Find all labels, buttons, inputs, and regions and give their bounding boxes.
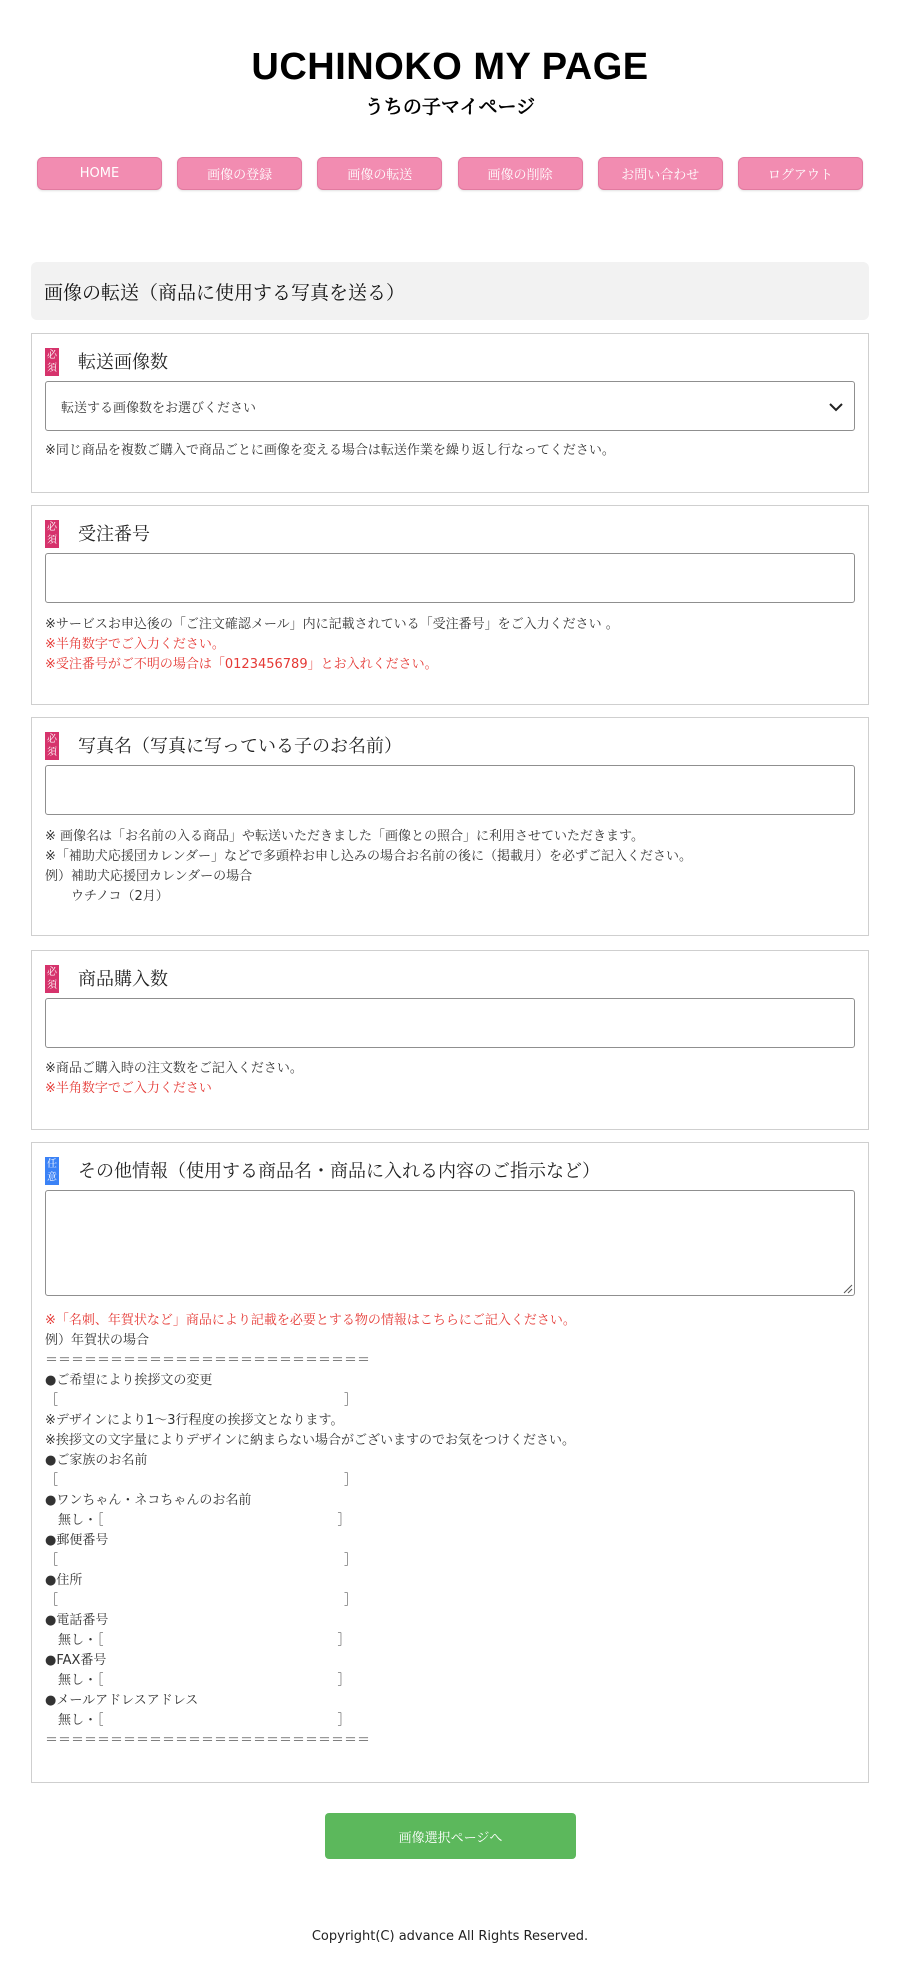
order-number-unknown-note: ※受注番号がご不明の場合は「0123456789」とお入れください。: [45, 657, 438, 672]
section-photo-name: [31, 717, 869, 936]
quantity-input[interactable]: [45, 998, 855, 1048]
image-count-note: ※同じ商品を複数ご購入で商品ごとに画像を変える場合は転送作業を繰り返し行なってください。: [45, 443, 615, 458]
photo-name-label: 写真名（写真に写っている子のお名前）: [78, 736, 402, 757]
footer-copyright: Copyright(C) advance All Rights Reserved.: [311, 1929, 589, 1944]
required-badge: 必須: [47, 734, 57, 758]
order-number-input[interactable]: [45, 553, 855, 603]
required-badge: 必須: [47, 350, 57, 374]
nav-delete-image-button[interactable]: 画像の削除: [458, 157, 583, 190]
section-quantity: [31, 950, 869, 1130]
site-header: [0, 0, 900, 150]
nav-logout-button[interactable]: ログアウト: [738, 157, 863, 190]
nav-register-image-button[interactable]: 画像の登録: [177, 157, 302, 190]
nav-home-button[interactable]: HOME: [37, 157, 162, 190]
photo-name-input[interactable]: [45, 765, 855, 815]
other-info-red-note: ※「名刺、年賀状など」商品により記載を必要とする物の情報はこちらにご記入ください。: [45, 1313, 576, 1328]
section-order-number: [31, 505, 869, 705]
order-number-note: ※サービスお申込後の「ご注文確認メール」内に記載されている「受注番号」をご入力ください 。: [45, 617, 619, 632]
required-badge: 必須: [47, 522, 57, 546]
to-image-select-button[interactable]: 画像選択ページへ: [325, 1813, 576, 1859]
site-title: UCHINOKO MY PAGE: [251, 46, 649, 88]
main-nav: [37, 157, 863, 190]
chevron-down-icon: [828, 399, 844, 415]
section-image-count: [31, 333, 869, 493]
order-number-halfwidth-note: ※半角数字でご入力ください。: [45, 637, 225, 652]
quantity-halfwidth-note: ※半角数字でご入力ください: [45, 1081, 212, 1096]
site-subtitle: うちの子マイページ: [364, 96, 536, 118]
nav-contact-button[interactable]: お問い合わせ: [598, 157, 723, 190]
quantity-note: ※商品ご購入時の注文数をご記入ください。: [45, 1061, 303, 1076]
section-other-info: [31, 1142, 869, 1783]
optional-badge: 任意: [47, 1159, 57, 1183]
required-badge: 必須: [47, 967, 57, 991]
image-count-select[interactable]: [45, 381, 855, 431]
other-info-template: 例）年賀状の場合 ＝＝＝＝＝＝＝＝＝＝＝＝＝＝＝＝＝＝＝＝＝＝＝＝＝ ●ご希望により挨拶文の変更 ［ ］ ※デザインにより1～3行程度の挨拶文となります。 ※挨拶文の文字量によりデザインに納まらない場合がございますのでお気をつけください。 ●ご家族のお名前 ［ ］ ●ワンちゃん・ネコちゃんのお名前 無し・［ ］ ●郵便番号 ［ ］ ●住所 ［ ］ ●電話番号 無し・［ ］ ●FAX番号 無し・［ ］ ●メールアドレスアドレス 無し・［ ］ ＝＝＝＝＝＝＝＝＝＝＝＝＝＝＝＝＝＝＝＝＝＝＝＝＝: [45, 1333, 575, 1748]
nav-transfer-image-button[interactable]: 画像の転送: [317, 157, 442, 190]
other-info-label: その他情報（使用する商品名・商品に入れる内容のご指示など）: [78, 1161, 600, 1182]
page-heading: 画像の転送（商品に使用する写真を送る）: [31, 262, 869, 320]
image-count-select-value: 転送する画像数をお選びください: [61, 400, 257, 416]
order-number-label: 受注番号: [78, 524, 150, 545]
image-count-label: 転送画像数: [78, 352, 168, 373]
photo-name-notes: ※ 画像名は「お名前の入る商品」や転送いただきました「画像との照合」に利用させていただきます。 ※「補助犬応援団カレンダー」などで多頭枠お申し込みの場合お名前の後に（掲載月）を必ずご記入ください。 例）補助犬応援団カレンダーの場合 ウチノコ（2月）: [45, 829, 693, 904]
resize-grip-icon[interactable]: [841, 1282, 853, 1294]
quantity-label: 商品購入数: [78, 969, 168, 990]
other-info-textarea[interactable]: [45, 1190, 855, 1296]
